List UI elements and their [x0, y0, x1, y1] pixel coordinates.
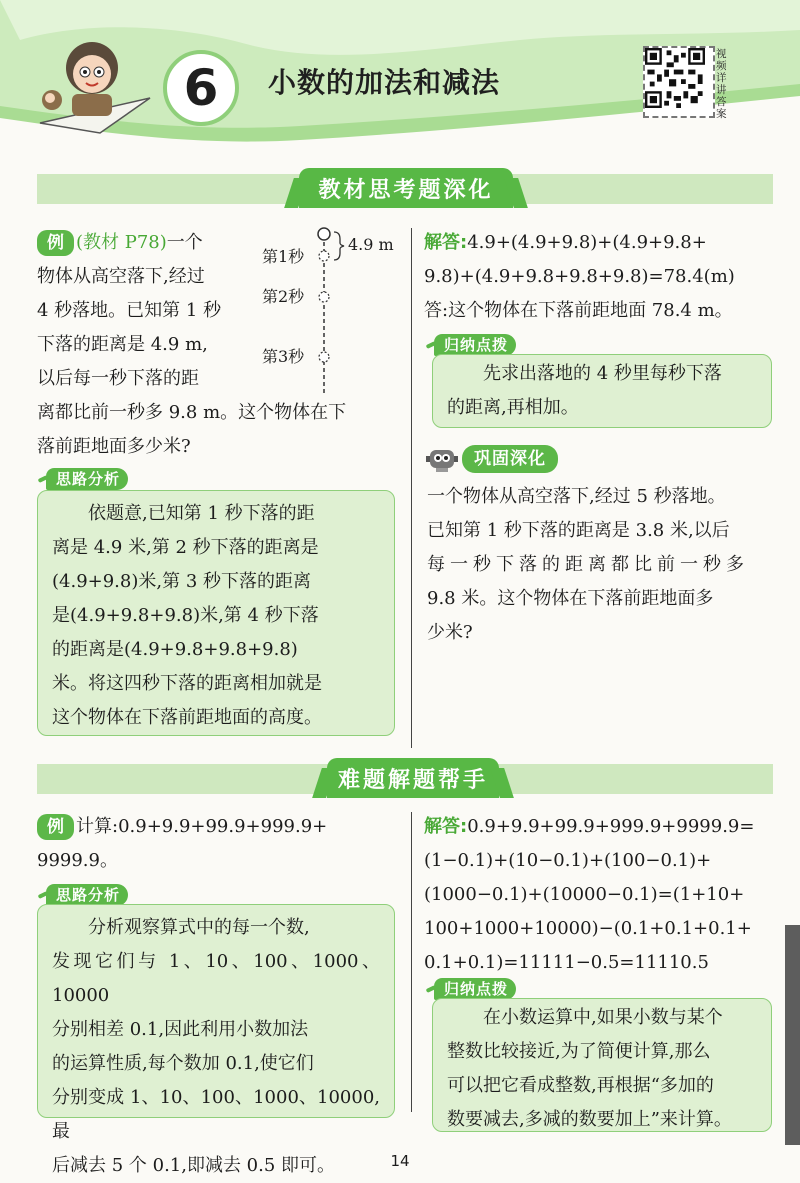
qr-code-icon [645, 48, 705, 108]
section-title: 难题解题帮手 [327, 758, 499, 798]
analysis-label: 思路分析 [46, 468, 128, 490]
textbook-reference: (教材 P78) [76, 232, 167, 253]
page-header [0, 0, 800, 150]
section-title: 教材思考题深化 [299, 168, 513, 208]
page-number: 14 [390, 1152, 410, 1170]
answer-2: 解答:0.9+9.9+99.9+999.9+9999.9= (1−0.1)+(10−0.1)+(100−0.1)+ (1000−0.1)+(10000−0.1)=(1+10+ 100+1000+10000)−(0.1+0.1+0.1+ 0.1+0.1)=11111−0.5=11110.5 [424, 816, 755, 973]
section-banner-textbook [37, 174, 773, 204]
example-tag: 例 [37, 230, 74, 256]
example-2-text: 例 计算:0.9+9.9+99.9+999.9+ 9999.9。 [37, 816, 328, 871]
summary-label: 归纳点拨 [434, 978, 516, 1000]
page-edge-shadow [785, 925, 800, 1145]
robot-icon [424, 444, 462, 474]
analysis-label: 思路分析 [46, 884, 128, 906]
falling-object-diagram [262, 222, 402, 397]
column-divider [411, 812, 412, 1112]
summary-box: 先求出落地的 4 秒里每秒下落 的距离,再相加。 [432, 354, 772, 428]
answer-label: 解答: [424, 232, 468, 253]
example-1-text-top: 例 (教材 P78)一个 物体从高空落下,经过 4 秒落地。已知第 1 秒 下落的距离是 4.9 m, 以后每一秒下落的距 [37, 232, 222, 389]
column-divider [411, 228, 412, 748]
summary-label: 归纳点拨 [434, 334, 516, 356]
chapter-number: 6 [163, 50, 239, 126]
second-2-label: 第2秒 [262, 287, 305, 306]
qr-code[interactable] [643, 46, 715, 118]
answer-1: 解答:4.9+(4.9+9.8)+(4.9+9.8+ 9.8)+(4.9+9.8+9.8+9.8)=78.4(m) 答:这个物体在下落前距地面 78.4 m。 [424, 232, 735, 321]
consolidate-problem: 一个物体从高空落下,经过 5 秒落地。 已知第 1 秒下落的距离是 3.8 米,以后 每一秒下落的距离都比前一秒多 9.8 米。这个物体在下落前距地面多 少米? [427, 486, 749, 643]
summary-box: 在小数运算中,如果小数与某个 整数比较接近,为了简便计算,那么 可以把它看成整数,再根据“多加的 数要减去,多减的数要加上”来计算。 [432, 998, 772, 1132]
example-1-text-bottom: 离都比前一秒多 9.8 m。这个物体在下 落前距地面多少米? [37, 402, 347, 457]
analysis-box: 分析观察算式中的每一个数, 发现它们与 1、10、100、1000、10000 分别相差 0.1,因此利用小数加法 的运算性质,每个数加 0.1,使它们 分别变成 1、10、100、1000、10000,最 后减去 5 个 0.1,即减去 0.5 即可。 [37, 904, 395, 1118]
analysis-box: 依题意,已知第 1 秒下落的距 离是 4.9 米,第 2 秒下落的距离是 (4.9+9.8)米,第 3 秒下落的距离 是(4.9+9.8+9.8)米,第 4 秒下落 的距离是(4.9+9.8+9.8+9.8) 米。将这四秒下落的距离相加就是 这个物体在下落前距地面的高度。 [37, 490, 395, 736]
section-banner-difficult [37, 764, 773, 794]
qr-label: 视频详讲答案 [716, 48, 727, 120]
consolidate-heading [424, 444, 558, 474]
consolidate-label: 巩固深化 [462, 445, 558, 473]
chapter-title: 小数的加法和减法 [268, 66, 501, 99]
cartoon-character-icon [30, 28, 160, 138]
answer-label: 解答: [424, 816, 468, 837]
example-tag: 例 [37, 814, 74, 840]
second-3-label: 第3秒 [262, 347, 305, 366]
second-1-label: 第1秒 [262, 247, 305, 266]
distance-label: 4.9 m [348, 235, 394, 254]
